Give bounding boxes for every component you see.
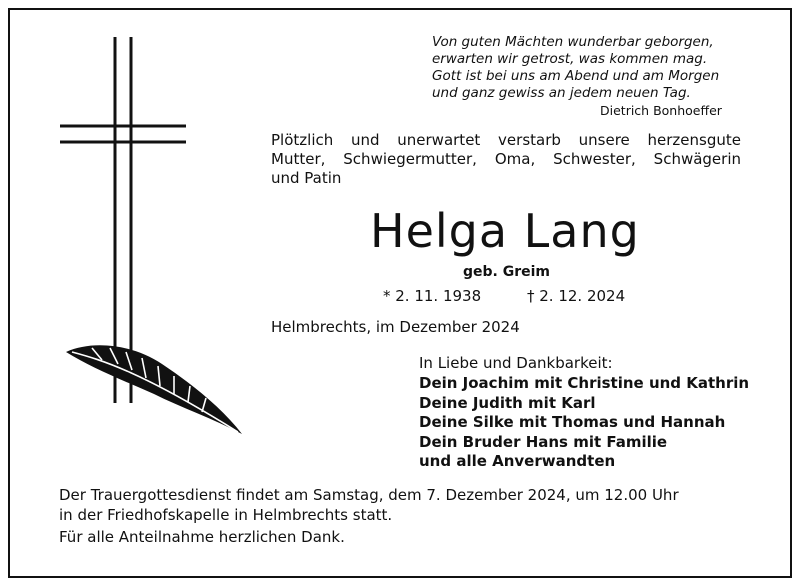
- service-info: [59, 485, 679, 525]
- place-date: Helmbrechts, im Dezember 2024: [271, 318, 520, 336]
- birth-date: * 2. 11. 1938: [383, 287, 482, 305]
- closing-thanks: Für alle Anteilnahme herzlichen Dank.: [59, 528, 345, 546]
- deceased-name: Helga Lang: [370, 204, 640, 258]
- maiden-name: geb. Greim: [463, 264, 551, 280]
- mourner-line: Dein Bruder Hans mit Familie: [419, 432, 668, 451]
- poem-line: Von guten Mächten wunderbar geborgen,: [432, 34, 714, 50]
- intro-line: und Patin: [271, 169, 342, 187]
- mourner-line: und alle Anverwandten: [419, 452, 616, 470]
- service-line: in der Friedhofskapelle in Helmbrechts statt.: [59, 506, 393, 524]
- mourners-list: [419, 374, 749, 472]
- poem-line: Gott ist bei uns am Abend und am Morgen: [432, 68, 720, 84]
- poem-line: und ganz gewiss an jedem neuen Tag.: [432, 85, 691, 101]
- death-date: † 2. 12. 2024: [527, 287, 626, 305]
- service-line: Der Trauergottesdienst findet am Samstag, dem 7. Dezember 2024, um 12.00 Uhr: [59, 486, 679, 504]
- mourner-line: Deine Silke mit Thomas und Hannah: [419, 413, 726, 431]
- palm-leaf-icon: [62, 338, 246, 438]
- mourner-line: Dein Joachim mit Christine und Kathrin: [419, 374, 750, 392]
- intro-line: Plötzlich und unerwartet verstarb unsere herzensgute: [271, 131, 741, 149]
- intro-text: [271, 131, 741, 188]
- intro-line: Mutter, Schwiegermutter, Oma, Schwester, Schwägerin: [271, 150, 741, 168]
- poem-line: erwarten wir getrost, was kommen mag.: [432, 51, 708, 67]
- poem: [432, 34, 719, 102]
- mourners-intro: In Liebe und Dankbarkeit:: [419, 354, 613, 372]
- poem-author: Dietrich Bonhoeffer: [600, 103, 722, 118]
- mourner-line: Deine Judith mit Karl: [419, 393, 596, 412]
